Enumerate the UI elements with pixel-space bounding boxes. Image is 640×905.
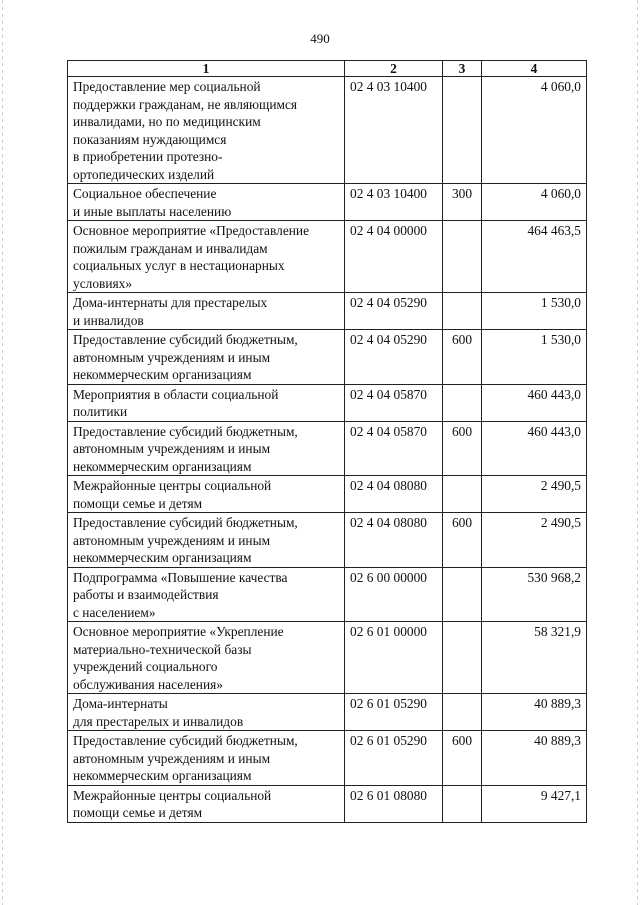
header-row — [68, 61, 587, 77]
row-code-cell: 02 6 01 08080 — [345, 785, 443, 822]
row-type-cell — [443, 384, 482, 421]
table-row — [68, 221, 587, 293]
row-name-cell: Предоставление мер социальной поддержки гражданам, не являющимся инвалидами, но по медицинским показаниям нуждающимся в приобретении протезно- ортопедических изделий — [68, 77, 345, 184]
row-amount-cell: 1 530,0 — [482, 293, 587, 330]
row-amount-cell: 464 463,5 — [482, 221, 587, 293]
scan-edge-right — [637, 0, 638, 905]
row-name-cell: Основное мероприятие «Предоставление пожилым гражданам и инвалидам социальных услуг в нестационарных условиях» — [68, 221, 345, 293]
table-row — [68, 421, 587, 476]
row-code-cell: 02 6 01 00000 — [345, 622, 443, 694]
scan-edge-left — [2, 0, 3, 905]
row-name-cell: Основное мероприятие «Укрепление материально-технической базы учреждений социального обслуживания населения» — [68, 622, 345, 694]
row-code-cell: 02 4 03 10400 — [345, 184, 443, 221]
row-type-cell — [443, 567, 482, 622]
row-amount-cell: 58 321,9 — [482, 622, 587, 694]
table-row — [68, 384, 587, 421]
row-name-cell: Социальное обеспечение и иные выплаты населению — [68, 184, 345, 221]
row-code-cell: 02 6 01 05290 — [345, 694, 443, 731]
row-type-cell: 600 — [443, 421, 482, 476]
row-name-cell: Предоставление субсидий бюджетным, автономным учреждениям и иным некоммерческим организациям — [68, 330, 345, 385]
row-type-cell — [443, 785, 482, 822]
row-amount-cell: 40 889,3 — [482, 731, 587, 786]
column-header-2: 2 — [345, 61, 443, 77]
row-code-cell: 02 4 04 08080 — [345, 513, 443, 568]
row-code-cell: 02 4 04 05290 — [345, 330, 443, 385]
row-code-cell: 02 4 04 00000 — [345, 221, 443, 293]
row-name-cell: Предоставление субсидий бюджетным, автономным учреждениям и иным некоммерческим организациям — [68, 513, 345, 568]
row-code-cell: 02 6 00 00000 — [345, 567, 443, 622]
row-amount-cell: 9 427,1 — [482, 785, 587, 822]
row-amount-cell: 2 490,5 — [482, 513, 587, 568]
row-amount-cell: 460 443,0 — [482, 384, 587, 421]
row-type-cell: 300 — [443, 184, 482, 221]
row-type-cell — [443, 293, 482, 330]
row-amount-cell: 4 060,0 — [482, 77, 587, 184]
row-amount-cell: 530 968,2 — [482, 567, 587, 622]
row-type-cell: 600 — [443, 731, 482, 786]
column-header-3: 3 — [443, 61, 482, 77]
column-header-4: 4 — [482, 61, 587, 77]
row-name-cell: Мероприятия в области социальной политики — [68, 384, 345, 421]
row-amount-cell: 4 060,0 — [482, 184, 587, 221]
table-row — [68, 694, 587, 731]
row-type-cell — [443, 694, 482, 731]
column-header-1: 1 — [68, 61, 345, 77]
row-name-cell: Дома-интернаты для престарелых и инвалидов — [68, 293, 345, 330]
row-amount-cell: 1 530,0 — [482, 330, 587, 385]
table-row — [68, 77, 587, 184]
page-number: 490 — [310, 31, 330, 46]
table-body — [68, 77, 587, 823]
row-code-cell: 02 4 04 08080 — [345, 476, 443, 513]
row-code-cell: 02 4 04 05290 — [345, 293, 443, 330]
row-code-cell: 02 4 04 05870 — [345, 421, 443, 476]
row-type-cell: 600 — [443, 330, 482, 385]
row-code-cell: 02 6 01 05290 — [345, 731, 443, 786]
row-type-cell — [443, 77, 482, 184]
table-row — [68, 622, 587, 694]
row-amount-cell: 460 443,0 — [482, 421, 587, 476]
row-type-cell: 600 — [443, 513, 482, 568]
row-amount-cell: 40 889,3 — [482, 694, 587, 731]
row-type-cell — [443, 622, 482, 694]
table-row — [68, 330, 587, 385]
row-type-cell — [443, 476, 482, 513]
table-row — [68, 785, 587, 822]
table-row — [68, 731, 587, 786]
row-name-cell: Дома-интернаты для престарелых и инвалидов — [68, 694, 345, 731]
row-type-cell — [443, 221, 482, 293]
row-code-cell: 02 4 04 05870 — [345, 384, 443, 421]
table-header — [68, 61, 587, 77]
table-row — [68, 513, 587, 568]
table-row — [68, 293, 587, 330]
row-code-cell: 02 4 03 10400 — [345, 77, 443, 184]
row-name-cell: Межрайонные центры социальной помощи семье и детям — [68, 476, 345, 513]
table-row — [68, 476, 587, 513]
table-row — [68, 184, 587, 221]
row-name-cell: Межрайонные центры социальной помощи семье и детям — [68, 785, 345, 822]
row-amount-cell: 2 490,5 — [482, 476, 587, 513]
budget-table — [67, 60, 587, 823]
row-name-cell: Подпрограмма «Повышение качества работы и взаимодействия с населением» — [68, 567, 345, 622]
row-name-cell: Предоставление субсидий бюджетным, автономным учреждениям и иным некоммерческим организациям — [68, 421, 345, 476]
row-name-cell: Предоставление субсидий бюджетным, автономным учреждениям и иным некоммерческим организациям — [68, 731, 345, 786]
table-row — [68, 567, 587, 622]
